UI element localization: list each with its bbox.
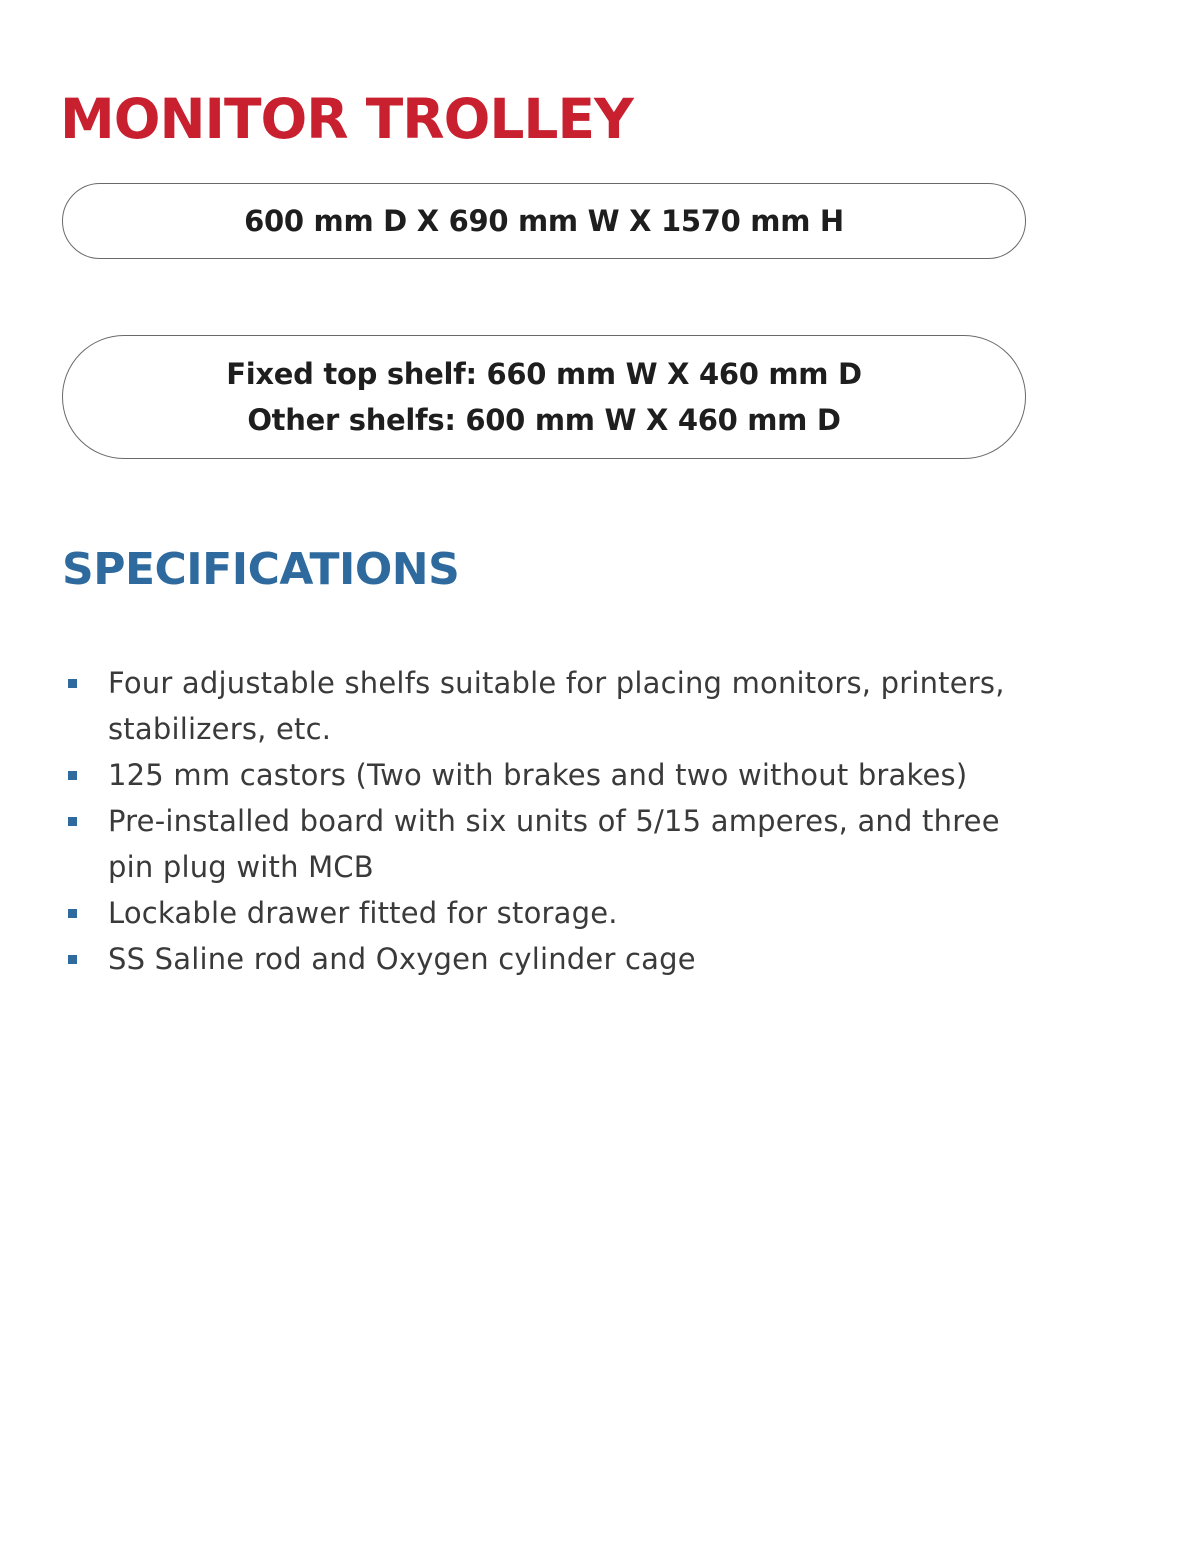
- square-bullet-icon: [68, 679, 77, 688]
- list-item-text: Lockable drawer fitted for storage.: [108, 896, 618, 930]
- dimensions-box: [62, 183, 1026, 259]
- list-item: [62, 890, 1042, 936]
- list-item: [62, 798, 1042, 890]
- specifications-heading: SPECIFICATIONS: [62, 544, 460, 595]
- square-bullet-icon: [68, 955, 77, 964]
- specifications-list: [62, 660, 1042, 982]
- top-shelf-text: Fixed top shelf: 660 mm W X 460 mm D: [226, 357, 862, 391]
- page-title: MONITOR TROLLEY: [60, 87, 633, 151]
- other-shelves-text: Other shelfs: 600 mm W X 460 mm D: [247, 403, 841, 437]
- list-item-text: 125 mm castors (Two with brakes and two without brakes): [108, 758, 968, 792]
- square-bullet-icon: [68, 909, 77, 918]
- list-item-text: Pre-installed board with six units of 5/15 amperes, and three pin plug with MCB: [108, 804, 1000, 884]
- list-item: [62, 936, 1042, 982]
- list-item-text: Four adjustable shelfs suitable for placing monitors, printers, stabilizers, etc.: [108, 666, 1005, 746]
- shelves-box: [62, 335, 1026, 459]
- square-bullet-icon: [68, 817, 77, 826]
- square-bullet-icon: [68, 771, 77, 780]
- list-item-text: SS Saline rod and Oxygen cylinder cage: [108, 942, 696, 976]
- list-item: [62, 660, 1042, 752]
- dimensions-text: 600 mm D X 690 mm W X 1570 mm H: [244, 204, 844, 238]
- list-item: [62, 752, 1042, 798]
